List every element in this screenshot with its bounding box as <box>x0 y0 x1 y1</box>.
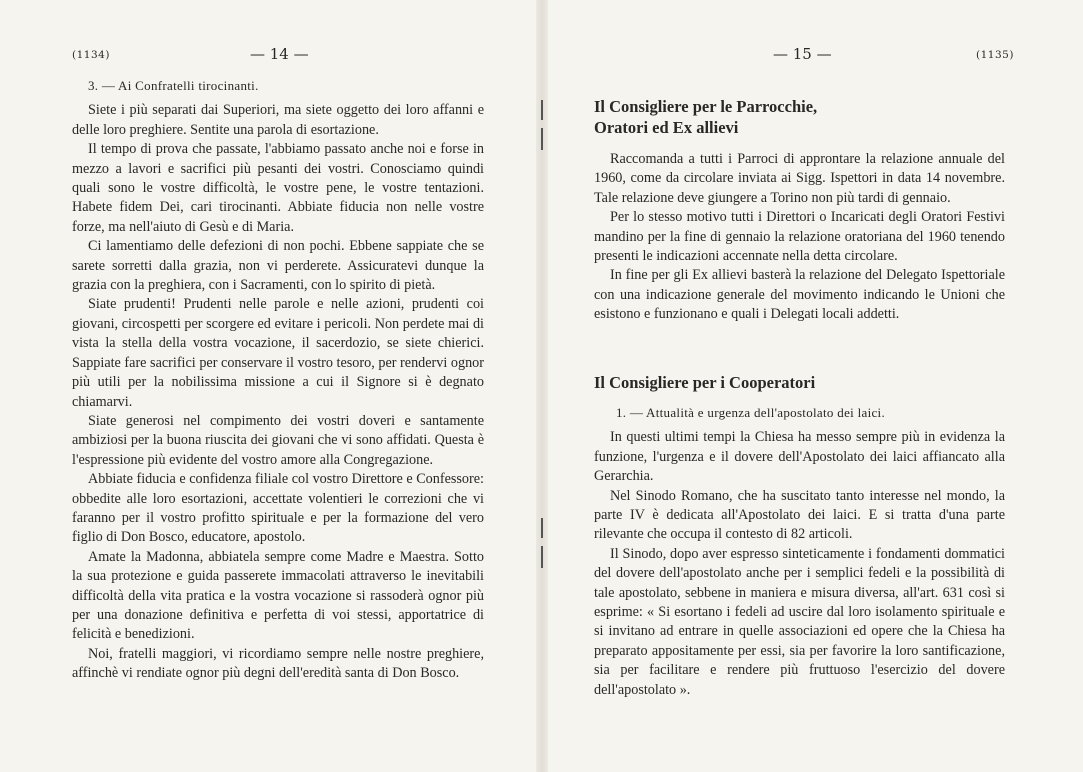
binding-mark <box>541 518 543 538</box>
left-section-title: 3. — Ai Confratelli tirocinanti. <box>88 78 259 93</box>
paragraph: Abbiate fiducia e confidenza filiale col vostro Direttore e Confessore: obbedite alle loro esortazioni, accettate volentieri le correzioni che vi faranno per il vostro profitto spirituale e per la formazione del vero figlio di Don Bosco, educatore, apostolo. <box>72 471 484 546</box>
left-marginal-number: (1134) <box>72 49 110 61</box>
right-marginal-number: (1135) <box>976 49 1014 61</box>
paragraph: Il Sinodo, dopo aver espresso sinteticamente i fondamenti dommatici del dovere dell'apostolato anche per i semplici fedeli e la possibilità di tale apostolato, sebbene in maniera e misura diversa, all'art. 631 così si esprime: « Si esortano i fedeli ad uscire dal loro isolamento spirituale e si invitano ad entrare in quelle associazioni ed opere che la Chiesa ha preparato appositamente per essi, sia per favorire la loro santificazione, sia per facilitare e rendere più fruttuoso l'esercizio del dovere dell'apostolato ». <box>594 545 1005 698</box>
right-page <box>548 0 1083 772</box>
right-body-1 <box>594 150 1005 325</box>
paragraph: Il tempo di prova che passate, l'abbiamo passato anche noi e forse in mezzo a lavori e sacrifici più pesanti dei vostri. Conosciamo quindi quali sono le vostre difficoltà, le vostre pene, le vostre tentazioni. Habete fidem Dei, cari tirocinanti. Abbiate fiducia non nelle vostre forze, ma nell'aiuto di Gesù e di Maria. <box>72 141 484 235</box>
paragraph: Siate generosi nel compimento dei vostri doveri e santamente ambiziosi per la buona riuscita dei giovani che vi sono affidati. Questa è l'espressione più evidente del vostro amore alla Congregazione. <box>72 412 484 468</box>
heading-line: Il Consigliere per le Parrocchie, <box>594 97 818 116</box>
right-body-2 <box>594 403 1005 700</box>
heading-parrocchie <box>594 96 1014 138</box>
paragraph: Siate prudenti! Prudenti nelle parole e nelle azioni, prudenti coi giovani, circospetti per scorgere ed evitare i pericoli. Non perdete mai di vista la stella della vostra vocazione, il sacerdozio, se siete chierici. Sappiate fare sacrifici per conservare il vostro tesoro, per rendervi ognor più utili per la nobilissima missione a cui il Signore si è degnato chiamarvi. <box>72 296 484 410</box>
left-page <box>0 0 538 772</box>
binding-mark <box>541 546 543 568</box>
paragraph: In questi ultimi tempi la Chiesa ha messo sempre più in evidenza la funzione, l'urgenza e il dovere dell'Apostolato dei laici affiancato alla Gerarchia. <box>594 429 1005 485</box>
paragraph: In fine per gli Ex allievi basterà la relazione del Delegato Ispettoriale con una indicazione generale del movimento indicando le Unioni che esistono e funzionano e quali i Delegati locali addetti. <box>594 267 1005 323</box>
binding-mark <box>541 100 543 120</box>
binding-mark <box>541 128 543 150</box>
paragraph: Per lo stesso motivo tutti i Direttori o Incaricati degli Oratori Festivi mandino per la fine di gennaio la relazione oratoriana del 1960 tenendo presenti le indicazioni accennate nella detta circolare. <box>594 209 1005 265</box>
right-section-title: 1. — Attualità e urgenza dell'apostolato dei laici. <box>616 405 886 420</box>
left-body <box>72 76 484 684</box>
right-page-number: — 15 — <box>773 45 832 63</box>
paragraph: Siete i più separati dai Superiori, ma siete oggetto dei loro affanni e delle loro preghiere. Sentite una parola di esortazione. <box>72 102 484 138</box>
left-page-number: — 14 — <box>250 45 309 63</box>
paragraph: Amate la Madonna, abbiatela sempre come Madre e Maestra. Sotto la sua protezione e guida passerete immacolati attraverso le inevitabili difficoltà della vita pratica e la vostra vocazione si rassoderà ognor più per una donazione definitiva e perfetta di voi stessi, apportatrice di felicità e benedizioni. <box>72 548 484 643</box>
heading-line: Oratori ed Ex allievi <box>594 118 739 137</box>
paragraph: Ci lamentiamo delle defezioni di non pochi. Ebbene sappiate che se sarete sorretti dalla grazia, non vi perderete. Assicuratevi dunque la grazia con la preghiera, con i Sacramenti, con lo spirito di pietà. <box>72 238 484 294</box>
paragraph: Nel Sinodo Romano, che ha suscitato tanto interesse nel mondo, la parte IV è dedicata all'Apostolato dei laici. E si tratta d'una parte rilevante che occupa il contesto di 82 articoli. <box>594 487 1005 543</box>
paragraph: Noi, fratelli maggiori, vi ricordiamo sempre nelle nostre preghiere, affinchè vi rendiate ognor più degni dell'eredità santa di Don Bosco. <box>72 645 484 682</box>
heading-cooperatori: Il Consigliere per i Cooperatori <box>594 373 816 392</box>
paragraph: Raccomanda a tutti i Parroci di approntare la relazione annuale del 1960, come da circolare inviata ai Sigg. Ispettori in data 14 novembre. Tale relazione deve giungere a Torino non più tardi di gennaio. <box>594 151 1005 206</box>
